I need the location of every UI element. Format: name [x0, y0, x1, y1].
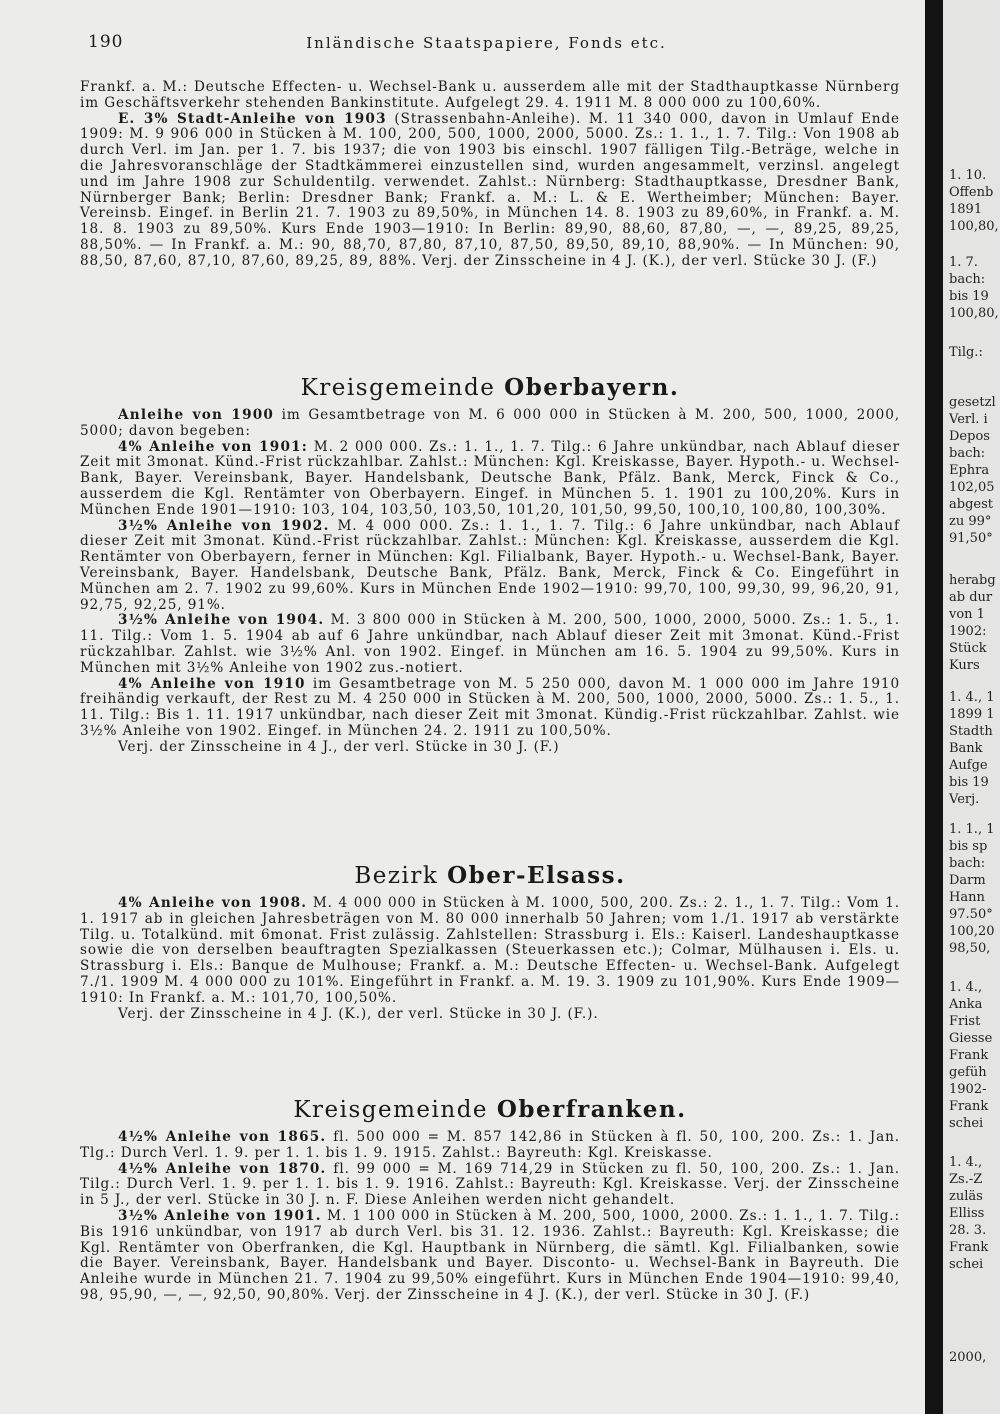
next-page-edge — [943, 0, 1000, 1414]
next-page-fragment: abgest — [949, 497, 993, 512]
next-page-fragment: Elliss — [949, 1206, 985, 1221]
next-page-fragment: Bank — [949, 741, 983, 756]
next-page-fragment: ab dur — [949, 590, 993, 605]
next-page-fragment: 1. 1., 1 — [949, 822, 995, 837]
next-page-fragment: 1. 4., — [949, 980, 983, 995]
oberfranken-heading-name: Oberfranken. — [496, 1096, 687, 1123]
ober-elsass-verjaehrung: Verj. der Zinsscheine in 4 J. (K.), der verl. Stücke in 30 J. (F.). — [118, 1005, 599, 1022]
stadt-anleihe-1903-text: (Strassenbahn-Anleihe). M. 11 340 000, davon in Umlauf Ende 1909: M. 9 906 000 in Stücken à M. 100, 200, 500, 1000, 2000, 5000. Zs.: 1. 1., 1. 7. Tilg.: Von 1908 ab durch Verl. im Jan. per 1. 7. bis 1937; die von 1903 bis einschl. 1907 fälligen Tilg.-Beträge, welche in die Jahresvoranschläge der Stadtkämmerei einzustellen sind, wurden angesammelt, verzinsl. angelegt und im Jahre 1908 zur Schuldentilg. verwendet. Zahlst.: Nürnberg: Stadthauptkasse, Dresdner Bank, Nürnberger Bank; Berlin: Dresdner Bank; Frankf. a. M.: L. & E. Wertheimber; München: Bayer. Vereinsb. Eingef. in Berlin 21. 7. 1903 zu 89,50%, in München 14. 8. 1903 zu 89,60%, in Frankf. a. M. 18. 8. 1903 zu 89,50%. Kurs Ende 1903—1910: In Berlin: 89,90, 88,60, 87,80, —, —, 89,25, 89,25, 88,50%. — In Frankf. a. M.: 90, 88,70, 87,80, 87,10, 87,50, 89,50, 89,10, 88,90%. — In München: 90, 88,50, 87,60, 87,10, 87,60, 89,25, 89, 88%. Verj. der Zinsscheine in 4 J. (K.), der verl. Stücke 30 J. (F.) — [80, 110, 900, 269]
oberfranken-anleihe-1870-title: 4½% Anleihe von 1870. — [118, 1160, 327, 1177]
intro-section — [80, 80, 900, 270]
next-page-fragment: 100,80, — [949, 306, 999, 321]
ober-elsass-anleihe-1908-text: M. 4 000 000 in Stücken à M. 1000, 500, 200. Zs.: 2. 1., 1. 7. Tilg.: Vom 1. 1. 1917 ab in gleichen Jahresbeträgen von M. 80 000 innerhalb 50 Jahren; vom 1./1. 1917 ab verstärkte Tilg. u. Totalkünd. mit 6monat. Frist zulässig. Zahlstellen: Strassburg i. Els.: Kaiserl. Landeshauptkasse sowie die von derselben beauftragten Spezialkassen (Steuerkassen etc.); Colmar, Mülhausen i. Els. u. Strassburg i. Els.: Banque de Mulhouse; Frankf. a. M.: Deutsche Effecten- u. Wechsel-Bank. Aufgelegt 7./1. 1909 M. 4 000 000 zu 101%. Eingeführt in Frankf. a. M. 19. 3. 1909 zu 101,90%. Kurs Ende 1909—1910: In Frankf. a. M.: 101,70, 100,50%. — [80, 895, 900, 1006]
next-page-fragment: 100,80, — [949, 219, 999, 234]
oberbayern-anleihe-1904-title: 3½% Anleihe von 1904. — [118, 612, 325, 629]
next-page-fragment: Kurs — [949, 658, 980, 673]
next-page-fragment: 1. 10. — [949, 168, 987, 183]
ober-elsass-heading-name: Ober-Elsass. — [447, 862, 626, 889]
next-page-fragment: 1899 1 — [949, 707, 995, 722]
stadt-anleihe-1903-title: E. 3% Stadt-Anleihe von 1903 — [118, 110, 387, 127]
oberfranken-anleihe-1865 — [80, 1130, 900, 1162]
next-page-fragment: 102,05 — [949, 480, 995, 495]
oberfranken-anleihe-1865-text: fl. 500 000 = M. 857 142,86 in Stücken à fl. 50, 100, 200. Zs.: 1. Jan. Tlg.: Durch Verl. 1. 9. per 1. 1. bis 1. 9. 1915. Zahlst.: Bayreuth: Kgl. Kreiskasse. — [80, 1129, 900, 1161]
next-page-fragment: 97.50° — [949, 907, 993, 922]
oberfranken-section — [80, 1130, 900, 1304]
ober-elsass-section — [80, 896, 900, 1022]
next-page-fragment: 1891 — [949, 202, 983, 217]
next-page-fragment: Verj. — [949, 792, 980, 807]
next-page-fragment: Tilg.: — [949, 345, 983, 360]
next-page-fragment: Frist — [949, 1014, 981, 1029]
next-page-fragment: 1. 7. — [949, 255, 978, 270]
next-page-fragment: Frank — [949, 1099, 989, 1114]
ober-elsass-anleihe-1908-title: 4% Anleihe von 1908. — [118, 895, 308, 911]
next-page-fragment: 1. 4., 1 — [949, 690, 995, 705]
page-number: 190 — [88, 32, 124, 52]
next-page-fragment: gefüh — [949, 1065, 987, 1080]
next-page-fragment: bis 19 — [949, 289, 989, 304]
oberfranken-anleihe-1870-text: fl. 99 000 = M. 169 714,29 in Stücken zu fl. 50, 100, 200. Zs.: 1. Jan. Tilg.: Durch Verl. 1. 9. per 1. 1. bis 1. 9. 1916. Zahlst.: Bayreuth: Kgl. Kreiskasse. Verj. der Zinsscheine in 5 J., der verl. Stücke in 30 J. n. F. Diese Anleihen werden nicht gehandelt. — [80, 1160, 900, 1209]
next-page-fragment: bis sp — [949, 839, 988, 854]
oberbayern-heading-name: Oberbayern. — [504, 374, 680, 401]
oberfranken-anleihe-1865-title: 4½% Anleihe von 1865. — [118, 1129, 327, 1145]
next-page-fragment: bach: — [949, 272, 986, 287]
oberfranken-heading — [80, 1096, 900, 1123]
page-header — [88, 32, 885, 54]
next-page-fragment: Stück — [949, 641, 987, 656]
next-page-fragment: 98,50, — [949, 941, 991, 956]
running-title: Inländische Staatspapiere, Fonds etc. — [306, 34, 667, 52]
next-page-fragment: Aufge — [949, 758, 988, 773]
oberbayern-anleihe-1901 — [80, 440, 900, 519]
oberfranken-anleihe-1901 — [80, 1209, 900, 1304]
next-page-fragment: 91,50° — [949, 531, 993, 546]
oberbayern-anleihe-1902-text: M. 4 000 000. Zs.: 1. 1., 1. 7. Tilg.: 6 Jahre unkündbar, nach Ablauf dieser Zeit mit 3monat. Künd.-Frist rückzahlbar. Zahlst.: München: Kgl. Kreiskasse, ausserdem die Kgl. Rentämter von Oberbayern, ferner in München: Kgl. Filialbank, Bayer. Hypoth.- u. Wechsel-Bank, Bayer. Vereinsbank, Bayer. Handelsbank, Deutsche Bank, Pfälz. Bank, Merck, Finck & Co. Eingeführt in München am 2. 7. 1902 zu 99,60%. Kurs in München Ende 1902—1910: 99,70, 100, 99,30, 99, 96,20, 91, 92,75, 92,25, 91%. — [80, 517, 900, 613]
next-page-fragment: bach: — [949, 446, 986, 461]
book-gutter — [925, 0, 943, 1414]
next-page-fragment: 100,20 — [949, 924, 995, 939]
next-page-fragment: Frank — [949, 1240, 989, 1255]
next-page-fragment: 28. 3. — [949, 1223, 987, 1238]
oberbayern-anleihe-1901-title: 4% Anleihe von 1901: — [118, 438, 308, 455]
next-page-fragment: Depos — [949, 429, 990, 444]
next-page-fragment: bach: — [949, 856, 986, 871]
ober-elsass-heading-prefix: Bezirk — [354, 863, 448, 889]
next-page-fragment: bis 19 — [949, 775, 989, 790]
oberfranken-anleihe-1870 — [80, 1162, 900, 1209]
oberbayern-anleihe-1900-text: im Gesamtbetrage von M. 6 000 000 in Stücken à M. 200, 500, 1000, 2000, 5000; davon begeben: — [80, 407, 900, 439]
next-page-fragment: gesetzl — [949, 395, 996, 410]
next-page-fragment: schei — [949, 1257, 984, 1272]
stadt-anleihe-1903-entry — [80, 112, 900, 270]
next-page-fragment: von 1 — [949, 607, 985, 622]
next-page-fragment: 1902: — [949, 624, 987, 639]
next-page-fragment: Giesse — [949, 1031, 993, 1046]
oberfranken-anleihe-1901-title: 3½% Anleihe von 1901. — [118, 1207, 322, 1224]
oberfranken-heading-prefix: Kreisgemeinde — [293, 1097, 497, 1123]
next-page-fragment: herabg — [949, 573, 996, 588]
oberbayern-anleihe-1904 — [80, 613, 900, 676]
next-page-fragment: zu 99° — [949, 514, 992, 529]
oberbayern-anleihe-1910 — [80, 677, 900, 740]
oberbayern-verjaehrung: Verj. der Zinsscheine in 4 J., der verl. Stücke in 30 J. (F.) — [118, 738, 560, 755]
oberbayern-anleihe-1910-text: im Gesamtbetrage von M. 5 250 000, davon M. 1 000 000 im Jahre 1910 freihändig verkauft, der Rest zu M. 4 250 000 in Stücken à M. 200, 500, 1000, 2000, 5000. Zs.: 1. 5., 1. 11. Tilg.: Bis 1. 11. 1917 unkündbar, nach dieser Zeit mit 3monat. Kündig.-Frist rückzahlbar. Zahlst. wie 3½% Anleihe von 1902. Eingef. in München 24. 2. 1911 zu 100,50%. — [80, 675, 900, 739]
next-page-fragment: 1902- — [949, 1082, 987, 1097]
intro-paragraph: Frankf. a. M.: Deutsche Effecten- u. Wechsel-Bank u. ausserdem alle mit der Stadthauptkasse Nürnberg im Geschäftsverkehr stehenden Bankinstitute. Aufgelegt 29. 4. 1911 M. 8 000 000 zu 100,60%. — [80, 79, 900, 111]
next-page-fragment: Hann — [949, 890, 985, 905]
oberbayern-heading-prefix: Kreisgemeinde — [300, 375, 505, 401]
ober-elsass-heading — [80, 862, 900, 889]
oberbayern-anleihe-1901-text: M. 2 000 000. Zs.: 1. 1., 1. 7. Tilg.: 6 Jahre unkündbar, nach Ablauf dieser Zeit mit 3monat. Künd.-Frist rückzahlbar. Zahlst.: München: Kgl. Kreiskasse, Bayer. Hypoth.- u. Wechsel-Bank, Bayer. Vereinsbank, Bayer. Handelsbank, Deutsche Bank, Pfälz. Bank, Merck, Finck & Co., ausserdem die Kgl. Rentämter von Oberbayern. Eingef. in München 5. 1. 1901 zu 100,20%. Kurs in München Ende 1901—1910: 103, 104, 103,50, 103,50, 101,20, 101,50, 99,50, 100,10, 100,80, 100,30%. — [80, 438, 900, 518]
oberbayern-anleihe-1902-title: 3½% Anleihe von 1902. — [118, 517, 330, 534]
oberbayern-anleihe-1900 — [80, 408, 900, 440]
oberbayern-anleihe-1902 — [80, 519, 900, 614]
next-page-fragment: Zs.-Z — [949, 1172, 983, 1187]
next-page-fragment: Darm — [949, 873, 986, 888]
oberbayern-anleihe-1904-text: M. 3 800 000 in Stücken à M. 200, 500, 1000, 2000, 5000. Zs.: 1. 5., 1. 11. Tilg.: Vom 1. 5. 1904 ab auf 6 Jahre unkündbar, nach Ablauf dieser Zeit mit 3monat. Künd.-Frist rückzahlbar. Zahlst. wie 3½% Anl. von 1902. Eingef. in München am 16. 5. 1904 zu 99,50%. Kurs in München mit 3½% Anleihe von 1902 zus.-notiert. — [80, 612, 900, 676]
oberfranken-anleihe-1901-text: M. 1 100 000 in Stücken à M. 200, 500, 1000, 2000. Zs.: 1. 1., 1. 7. Tilg.: Bis 1916 unkündbar, von 1917 ab durch Verl. bis 31. 12. 1936. Zahlst.: Bayreuth: Kgl. Kreiskasse; die Kgl. Rentämter von Oberfranken, die Kgl. Hauptbank in Nürnberg, die sämtl. Kgl. Filialbanken, sowie die Bayer. Vereinsbank, Bayer. Handelsbank und Bayer. Disconto- u. Wechsel-Bank in Bayreuth. Die Anleihe wurde in München 21. 7. 1904 zu 99,50% eingeführt. Kurs in München Ende 1904—1910: 99,40, 98, 95,90, —, —, 92,50, 90,80%. Verj. der Zinsscheine in 4 J. (K.), der verl. Stücke in 30 J. (F.) — [80, 1207, 900, 1303]
next-page-fragment: Anka — [949, 997, 983, 1012]
next-page-fragment: Verl. i — [949, 412, 988, 427]
oberbayern-anleihe-1910-title: 4% Anleihe von 1910 — [118, 675, 306, 692]
next-page-fragment: Stadth — [949, 724, 993, 739]
next-page-fragment: 2000, — [949, 1350, 987, 1365]
oberbayern-heading — [80, 374, 900, 401]
oberbayern-section — [80, 408, 900, 756]
next-page-fragment: Frank — [949, 1048, 989, 1063]
next-page-fragment: schei — [949, 1116, 984, 1131]
next-page-fragment: zuläs — [949, 1189, 983, 1204]
next-page-fragment: 1. 4., — [949, 1155, 983, 1170]
ober-elsass-anleihe-1908 — [80, 896, 900, 1007]
next-page-fragment: Ephra — [949, 463, 990, 478]
next-page-fragment: Offenb — [949, 185, 994, 200]
oberbayern-anleihe-1900-title: Anleihe von 1900 — [118, 407, 275, 423]
